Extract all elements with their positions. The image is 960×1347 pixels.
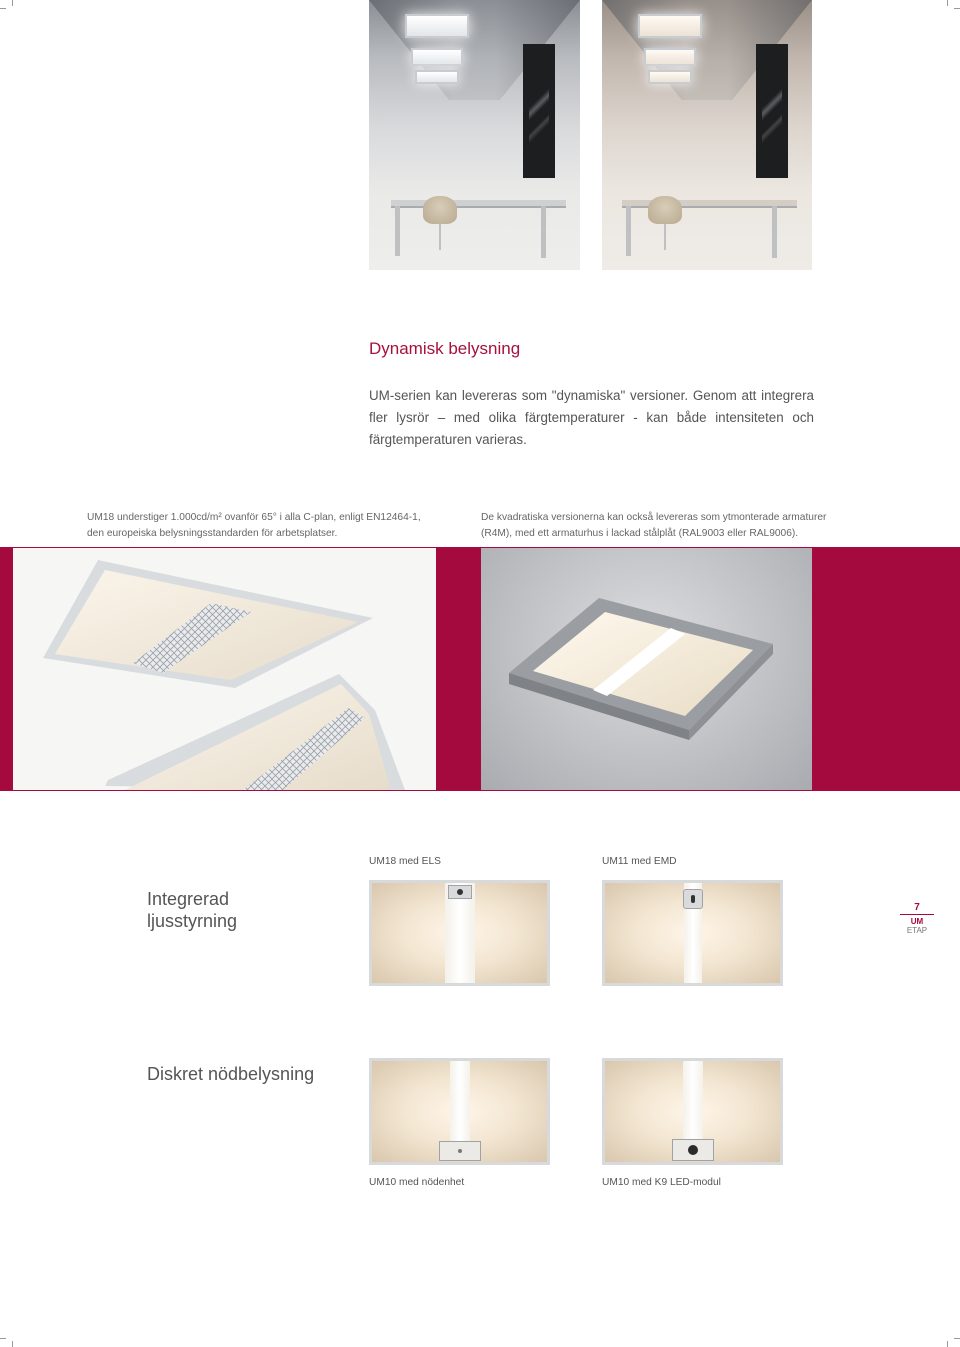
- heading-integrated-control-line2: ljusstyrning: [147, 911, 238, 931]
- caption-um10-k9: UM10 med K9 LED-modul: [602, 1177, 721, 1188]
- crop-mark: [0, 8, 6, 9]
- led-module-icon: [688, 1145, 698, 1155]
- heading-integrated-control-line1: Integrerad: [147, 889, 230, 909]
- brand-um: UM: [910, 917, 924, 926]
- recessed-luminaires-illustration: [13, 548, 436, 790]
- crop-mark: [954, 8, 960, 9]
- page-number: 7: [914, 902, 920, 913]
- um10-emergency-unit-photo: [369, 1058, 550, 1165]
- page-number-block: [900, 902, 934, 935]
- crop-mark: [12, 0, 13, 6]
- crop-mark: [12, 1341, 13, 1347]
- crop-mark: [954, 1338, 960, 1339]
- brand-label: [900, 917, 934, 935]
- surface-mounted-luminaire-photo: [481, 548, 812, 790]
- crop-mark: [0, 1338, 6, 1339]
- um11-emd-photo: [602, 880, 783, 986]
- paragraph-dynamic-lighting: UM-serien kan levereras som "dynamiska" versioner. Genom att integrera fler lysrör – med olika färgtemperaturer - kan både intensiteten och färgtemperaturen varieras.: [369, 388, 814, 447]
- sensor-icon: [457, 889, 463, 895]
- um10-k9-led-photo: [602, 1058, 783, 1165]
- room-photo-warm: [602, 0, 812, 270]
- heading-emergency-lighting: Diskret nödbelysning: [147, 1064, 315, 1084]
- caption-um18-els: UM18 med ELS: [369, 856, 441, 867]
- note-um18-glare: UM18 understiger 1.000cd/m² ovanför 65° i alla C-plan, enligt EN12464-1, den europeiska belysningsstandarden för arbetsplatser.: [87, 512, 421, 539]
- surface-mounted-luminaire-illustration: [481, 548, 812, 790]
- heading-dynamic-lighting: Dynamisk belysning: [369, 339, 521, 358]
- crop-mark: [947, 0, 948, 6]
- caption-um10-emergency: UM10 med nödenhet: [369, 1177, 465, 1188]
- crop-mark: [947, 1341, 948, 1347]
- motion-detector-icon: [691, 895, 695, 903]
- note-surface-mounted: De kvadratiska versionerna kan också levereras som ytmonterade armaturer (R4M), med ett armaturhus i lackad stålplåt (RAL9003 eller RAL9006).: [481, 512, 827, 539]
- emergency-light-icon: [458, 1149, 462, 1153]
- heading-integrated-control: [147, 888, 347, 932]
- brand-etap: ETAP: [906, 926, 928, 935]
- um18-els-photo: [369, 880, 550, 986]
- caption-um11-emd: UM11 med EMD: [602, 856, 677, 867]
- recessed-luminaires-photo: [13, 548, 436, 790]
- room-photo-cool: [369, 0, 580, 270]
